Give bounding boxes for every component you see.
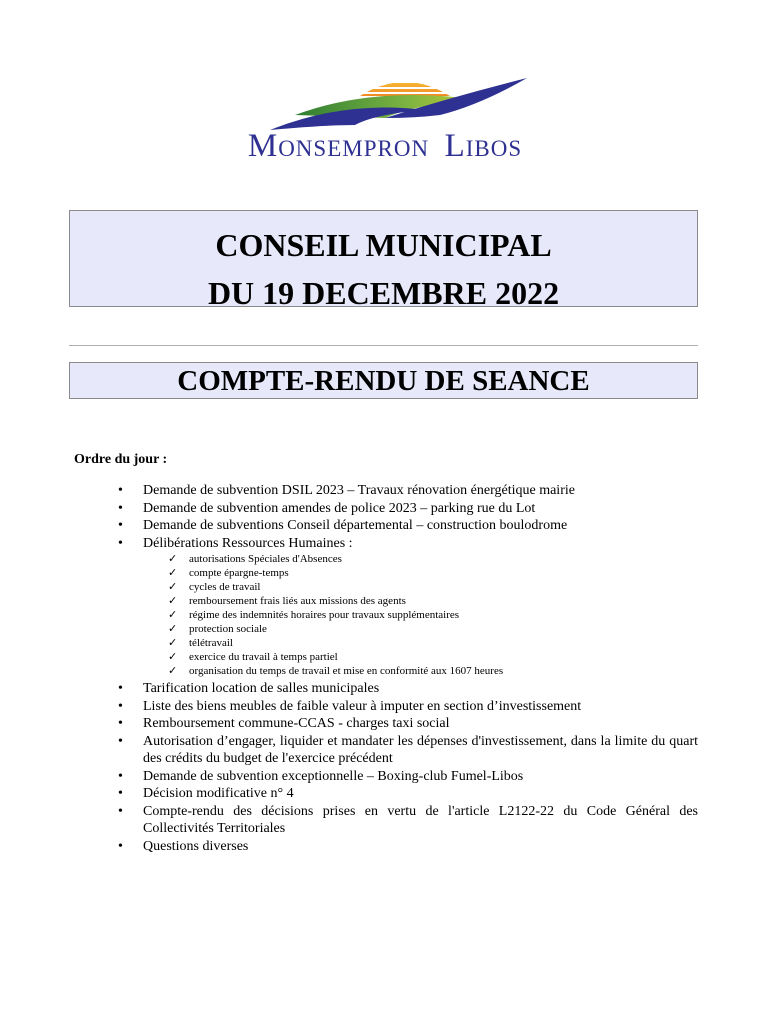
list-item: • Demande de subvention DSIL 2023 – Travaux rénovation énergétique mairie: [118, 483, 575, 498]
subtitle-box: [69, 362, 698, 399]
bullet-icon: •: [118, 681, 123, 696]
list-item: • Questions diverses: [118, 838, 249, 854]
sub-list-item: ✓ régime des indemnités horaires pour travaux supplémentaires: [168, 609, 460, 621]
logo-name-part1: Monsempron: [247, 128, 430, 164]
horizontal-divider: [69, 345, 698, 346]
list-item: • Liste des biens meubles de faible valeur à imputer en section d’investissement: [118, 698, 582, 714]
agenda-list: [118, 482, 698, 855]
checkmark-icon: ✓: [168, 581, 178, 593]
bullet-icon: •: [118, 803, 123, 819]
checkmark-icon: ✓: [168, 567, 178, 579]
bullet-icon: •: [118, 838, 123, 854]
bullet-icon: •: [118, 535, 123, 551]
checkmark-icon: ✓: [168, 637, 178, 649]
list-item: • Demande de subvention amendes de police 2023 – parking rue du Lot: [118, 500, 536, 516]
commune-logo: [205, 70, 565, 165]
bullet-icon: •: [118, 768, 123, 784]
bullet-icon: •: [118, 500, 123, 516]
sub-list-item: ✓ cycles de travail: [168, 581, 261, 593]
sub-list-item: ✓ télétravail: [168, 637, 233, 649]
bullet-icon: •: [118, 698, 123, 714]
logo-name-part2: Libos: [444, 128, 523, 164]
list-item: • Demande de subventions Conseil départemental – construction boulodrome: [118, 518, 568, 533]
title-box: [69, 210, 698, 311]
rh-sublist: [143, 552, 698, 680]
sub-list-item: ✓ protection sociale: [168, 623, 267, 635]
bullet-icon: •: [118, 733, 123, 749]
bullet-icon: •: [118, 786, 123, 801]
checkmark-icon: ✓: [168, 609, 178, 621]
sub-list-item: ✓ exercice du travail à temps partiel: [168, 651, 338, 663]
list-item: • Demande de subvention exceptionnelle – Boxing-club Fumel-Libos: [118, 768, 524, 784]
bullet-icon: •: [118, 518, 123, 533]
checkmark-icon: ✓: [168, 651, 178, 663]
list-item: • Tarification location de salles municipales: [118, 681, 380, 696]
agenda-heading: Ordre du jour :: [74, 452, 168, 467]
checkmark-icon: ✓: [168, 553, 178, 565]
list-item: • Autorisation d’engager, liquider et mandater les dépenses d'investissement, dans la limite du quart des crédits du budget de l'exercice précédent: [118, 733, 698, 766]
sub-list-item: ✓ compte épargne-temps: [168, 567, 289, 579]
list-item: • Remboursement commune-CCAS - charges taxi social: [118, 716, 450, 731]
checkmark-icon: ✓: [168, 595, 178, 607]
title-line-1: CONSEIL MUNICIPAL: [215, 227, 552, 263]
bullet-icon: •: [118, 483, 123, 498]
list-item: • Compte-rendu des décisions prises en vertu de l'article L2122-22 du Code Général des Collectivités Territoriales: [118, 803, 698, 836]
sub-list-item: ✓ remboursement frais liés aux missions des agents: [168, 595, 406, 607]
sub-list-item: ✓ organisation du temps de travail et mise en conformité aux 1607 heures: [168, 665, 504, 677]
subtitle-text: COMPTE-RENDU DE SEANCE: [177, 365, 590, 397]
bullet-icon: •: [118, 716, 123, 731]
checkmark-icon: ✓: [168, 665, 178, 677]
checkmark-icon: ✓: [168, 623, 178, 635]
logo-wordmark: [205, 128, 565, 165]
title-line-2: DU 19 DECEMBRE 2022: [207, 275, 560, 311]
sun-hills-logo-icon: [265, 70, 535, 132]
list-item: • Décision modificative n° 4: [118, 786, 294, 801]
sub-list-item: ✓ autorisations Spéciales d'Absences: [168, 553, 342, 565]
list-item: • Délibérations Ressources Humaines : ✓ autorisations Spéciales d'Absences ✓ compte épargne-temps ✓ cycles de travail ✓ remboursement frais liés aux missions des agents ✓ régime des indemnités horaires pour travaux supplémentaires ✓ protection sociale ✓ télétravail ✓ exercice du travail à temps partiel ✓ organisation du temps de travail et mise en conformité aux 1607 heures: [118, 535, 698, 681]
